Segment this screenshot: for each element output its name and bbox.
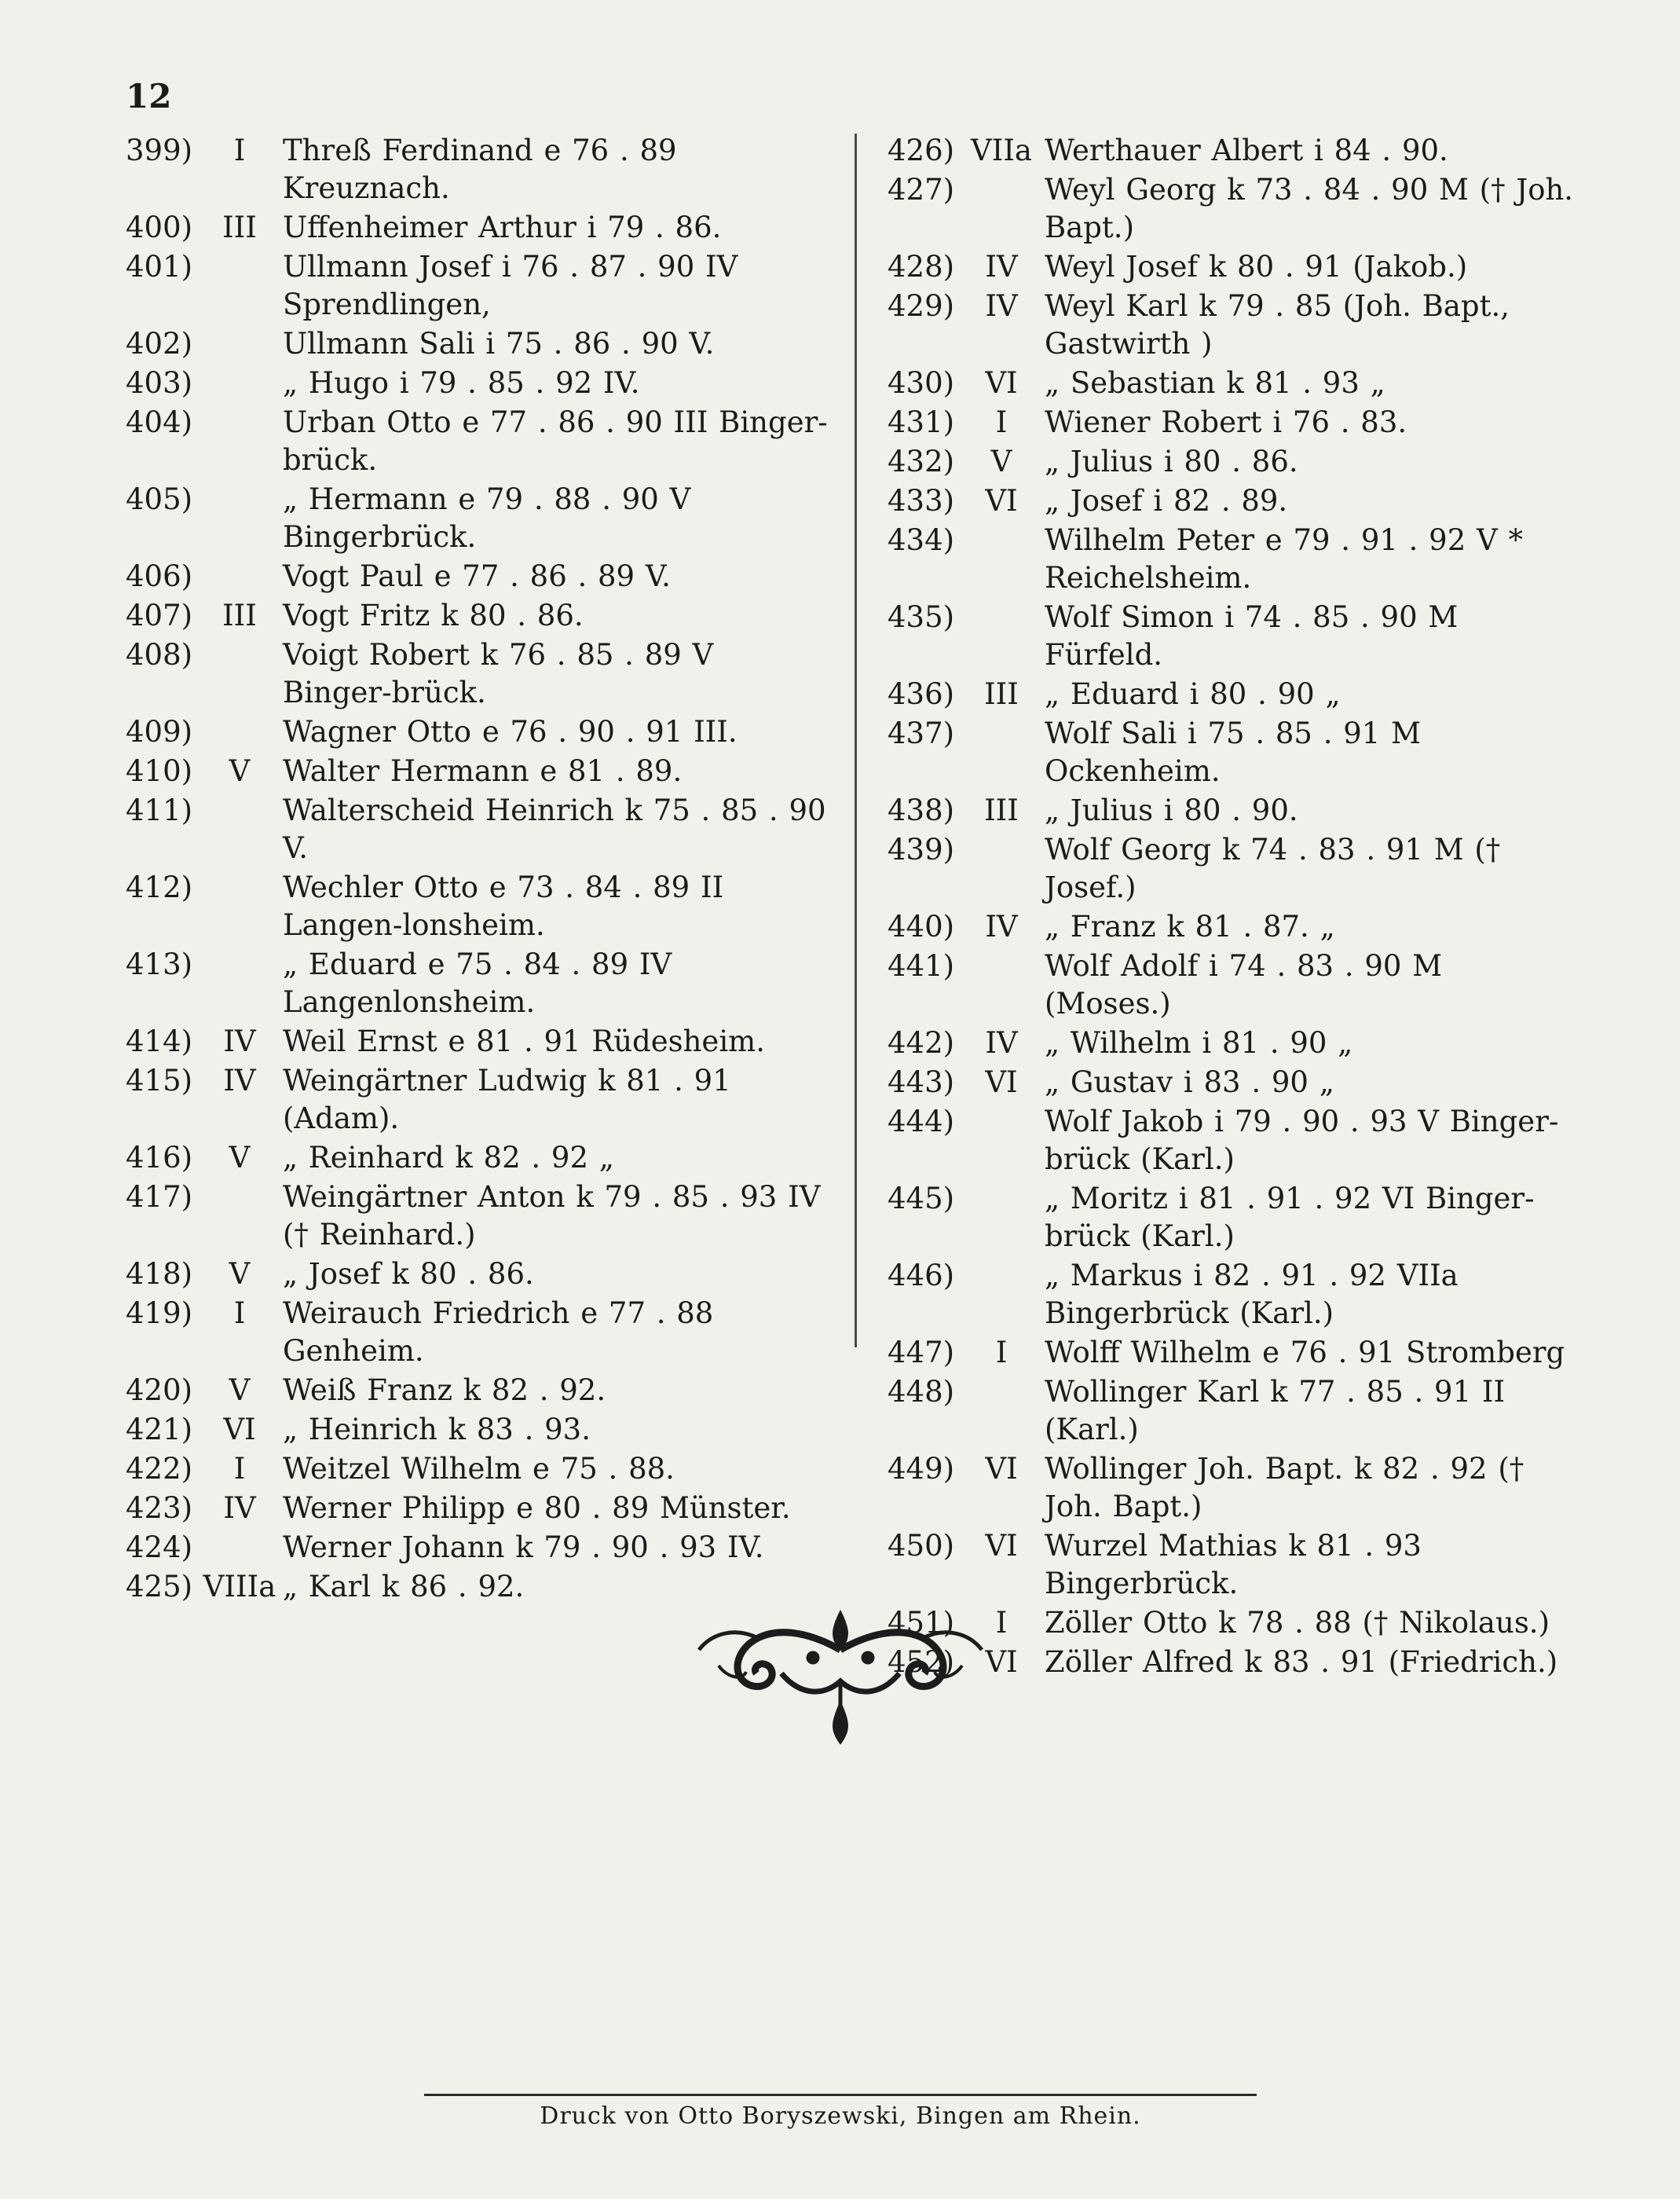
entry-class: VI [985, 484, 1018, 518]
entry-number: 433) [888, 484, 955, 518]
entry-class [196, 869, 283, 944]
list-item [888, 522, 1579, 597]
entry-text: Weyl Josef k 80 . 91 (Jakob.) [1045, 250, 1468, 284]
entry-number: 423) [126, 1491, 193, 1525]
entry-class: VIIa [970, 134, 1032, 167]
list-item [888, 947, 1579, 1023]
entry-class: VI [985, 1065, 1018, 1099]
list-item [126, 713, 833, 751]
list-item [888, 676, 1579, 713]
entry-number: 406) [126, 559, 193, 593]
entry-class: V [229, 754, 251, 788]
list-item [126, 1139, 833, 1177]
entry-number: 449) [888, 1452, 955, 1486]
entry-text: Wilhelm Peter e 79 . 91 . 92 V * Reichelsheim. [1045, 523, 1524, 595]
entry-text: Zöller Alfred k 83 . 91 (Friedrich.) [1045, 1645, 1558, 1679]
list-item [126, 869, 833, 944]
entry-number: 431) [888, 405, 955, 439]
entry-text: Weil Ernst e 81 . 91 Rüdesheim. [283, 1024, 766, 1058]
entry-class: I [233, 134, 246, 167]
entry-number: 418) [126, 1257, 193, 1291]
entry-number: 425) [126, 1570, 193, 1603]
page-number: 12 [126, 77, 172, 115]
list-item [888, 1373, 1579, 1449]
entry-number: 412) [126, 870, 193, 904]
entry-text: Vogt Fritz k 80 . 86. [283, 599, 584, 632]
entry-class: V [229, 1257, 251, 1291]
entry-text: Weirauch Friedrich e 77 . 88 Genheim. [283, 1296, 714, 1368]
entry-class: III [222, 211, 257, 244]
entry-text: „ Reinhard k 82 . 92 „ [283, 1141, 614, 1175]
entry-class [196, 946, 283, 1021]
entry-number: 409) [126, 715, 193, 749]
entry-number: 426) [888, 134, 955, 167]
entry-class: IV [985, 289, 1018, 323]
entry-text: „ Karl k 86 . 92. [283, 1570, 525, 1603]
entry-number: 422) [126, 1452, 193, 1486]
entry-class [958, 522, 1045, 597]
list-item [126, 209, 833, 247]
entry-text: Wollinger Joh. Bapt. k 82 . 92 († Joh. Bapt.) [1045, 1452, 1524, 1523]
list-item [126, 1568, 833, 1606]
entry-number: 419) [126, 1296, 193, 1330]
entry-class [196, 713, 283, 751]
entry-number: 427) [888, 173, 955, 207]
entry-class [196, 1178, 283, 1254]
entry-class: VIIIa [203, 1570, 276, 1603]
entry-number: 447) [888, 1336, 955, 1369]
entry-text: „ Josef i 82 . 89. [1045, 484, 1288, 518]
right-column [888, 132, 1579, 1683]
list-item [126, 597, 833, 635]
entry-class [958, 1103, 1045, 1178]
entry-class: VI [985, 366, 1018, 400]
entry-text: „ Moritz i 81 . 91 . 92 VI Binger-brück (Karl.) [1045, 1182, 1535, 1253]
entry-number: 439) [888, 833, 955, 867]
left-column [126, 132, 833, 1607]
entry-text: Voigt Robert k 76 . 85 . 89 V Binger-brück. [283, 638, 714, 709]
entry-class [196, 365, 283, 402]
entry-number: 401) [126, 250, 193, 284]
list-item [126, 1255, 833, 1293]
list-item [888, 482, 1579, 520]
entry-text: Wolf Jakob i 79 . 90 . 93 V Binger-brück (Karl.) [1045, 1105, 1559, 1176]
entry-class: I [233, 1296, 246, 1330]
list-item [126, 1411, 833, 1449]
entry-number: 446) [888, 1259, 955, 1292]
entry-text: Weitzel Wilhelm e 75 . 88. [283, 1452, 675, 1486]
entry-number: 400) [126, 211, 193, 244]
entry-text: Wolf Sali i 75 . 85 . 91 M Ockenheim. [1045, 717, 1421, 788]
entry-number: 445) [888, 1182, 955, 1215]
list-item [126, 365, 833, 402]
entry-class: IV [985, 250, 1018, 284]
list-item [126, 946, 833, 1021]
list-item [888, 132, 1579, 170]
entry-number: 435) [888, 600, 955, 634]
entry-text: Weyl Karl k 79 . 85 (Joh. Bapt., Gastwirth ) [1045, 289, 1510, 361]
list-item [888, 1450, 1579, 1526]
entry-text: Threß Ferdinand e 76 . 89 Kreuznach. [283, 134, 677, 205]
entry-text: „ Heinrich k 83 . 93. [283, 1413, 591, 1446]
entry-text: Vogt Paul e 77 . 86 . 89 V. [283, 559, 671, 593]
entry-class [196, 325, 283, 363]
list-item [126, 1178, 833, 1254]
list-item [888, 1527, 1579, 1603]
entry-text: Ullmann Sali i 75 . 86 . 90 V. [283, 327, 715, 361]
entry-text: Urban Otto e 77 . 86 . 90 III Binger-brück. [283, 405, 828, 477]
entry-class: V [229, 1373, 251, 1407]
entry-class: IV [223, 1491, 256, 1525]
list-item [126, 1529, 833, 1567]
entry-text: „ Hermann e 79 . 88 . 90 V Bingerbrück. [283, 482, 691, 554]
entry-class: VI [223, 1413, 256, 1446]
entry-text: Werner Johann k 79 . 90 . 93 IV. [283, 1530, 764, 1564]
entry-number: 430) [888, 366, 955, 400]
entry-number: 403) [126, 366, 193, 400]
entry-number: 441) [888, 949, 955, 983]
entry-number: 405) [126, 482, 193, 516]
entry-text: Walterscheid Heinrich k 75 . 85 . 90 V. [283, 793, 826, 865]
entry-text: Weingärtner Ludwig k 81 . 91 (Adam). [283, 1064, 731, 1135]
list-item [888, 404, 1579, 442]
list-item [126, 558, 833, 596]
entry-text: „ Eduard e 75 . 84 . 89 IV Langenlonsheim. [283, 947, 672, 1019]
decorative-ornament-icon [687, 1603, 994, 1748]
entry-number: 414) [126, 1024, 193, 1058]
entry-class [958, 1373, 1045, 1449]
entry-class: I [995, 1606, 1008, 1640]
entry-text: Ullmann Josef i 76 . 87 . 90 IV Sprendlingen, [283, 250, 738, 321]
entry-number: 420) [126, 1373, 193, 1407]
list-item [888, 1257, 1579, 1332]
entry-number: 399) [126, 134, 193, 167]
list-item [888, 715, 1579, 790]
list-item [888, 248, 1579, 286]
entry-class: VI [985, 1452, 1018, 1486]
entry-text: Wagner Otto e 76 . 90 . 91 III. [283, 715, 738, 749]
entry-number: 407) [126, 599, 193, 632]
entry-number: 415) [126, 1064, 193, 1098]
entry-number: 410) [126, 754, 193, 788]
entry-text: Weyl Georg k 73 . 84 . 90 M († Joh. Bapt.) [1045, 173, 1574, 244]
entry-text: Wiener Robert i 76 . 83. [1045, 405, 1407, 439]
entry-text: Wolf Simon i 74 . 85 . 90 M Fürfeld. [1045, 600, 1459, 672]
entry-number: 429) [888, 289, 955, 323]
entry-number: 436) [888, 677, 955, 711]
entry-class: I [233, 1452, 246, 1486]
entry-class: IV [985, 1026, 1018, 1060]
entry-text: „ Julius i 80 . 86. [1045, 445, 1298, 478]
entry-number: 428) [888, 250, 955, 284]
list-item [126, 404, 833, 479]
entry-number: 404) [126, 405, 193, 439]
column-divider [855, 134, 857, 1347]
entry-class [958, 947, 1045, 1023]
entry-class: IV [985, 910, 1018, 944]
list-item [888, 792, 1579, 830]
entry-class [958, 171, 1045, 247]
entry-text: „ Franz k 81 . 87. „ [1045, 910, 1335, 944]
entry-text: Werthauer Albert i 84 . 90. [1045, 134, 1448, 167]
entry-class: V [990, 445, 1012, 478]
entry-text: „ Josef k 80 . 86. [283, 1257, 534, 1291]
list-item [888, 1180, 1579, 1255]
list-item [888, 1334, 1579, 1372]
list-item [888, 1064, 1579, 1101]
list-item [126, 132, 833, 207]
list-item [888, 908, 1579, 946]
entry-text: Zöller Otto k 78 . 88 († Nikolaus.) [1045, 1606, 1550, 1640]
entry-text: Wolf Georg k 74 . 83 . 91 M († Josef.) [1045, 833, 1501, 904]
list-item [888, 443, 1579, 481]
entry-text: Wolf Adolf i 74 . 83 . 90 M (Moses.) [1045, 949, 1443, 1021]
entry-text: „ Sebastian k 81 . 93 „ [1045, 366, 1385, 400]
entry-number: 402) [126, 327, 193, 361]
entry-number: 432) [888, 445, 955, 478]
entry-class [196, 636, 283, 712]
list-item [888, 1103, 1579, 1178]
entry-class [958, 831, 1045, 907]
list-item [126, 1295, 833, 1370]
entry-class: IV [223, 1064, 256, 1098]
entry-number: 437) [888, 717, 955, 750]
entry-class [958, 715, 1045, 790]
entry-class: III [222, 599, 257, 632]
entry-number: 416) [126, 1141, 193, 1175]
entry-class: III [984, 677, 1019, 711]
entry-number: 408) [126, 638, 193, 672]
entry-text: „ Wilhelm i 81 . 90 „ [1045, 1026, 1353, 1060]
list-item [888, 288, 1579, 363]
list-item [888, 599, 1579, 674]
entry-text: Weingärtner Anton k 79 . 85 . 93 IV († Reinhard.) [283, 1180, 821, 1252]
entry-class [958, 599, 1045, 674]
entry-class: IV [223, 1024, 256, 1058]
entry-class [196, 1529, 283, 1567]
entry-number: 443) [888, 1065, 955, 1099]
list-item [888, 1024, 1579, 1062]
entry-class: III [984, 793, 1019, 827]
entry-number: 452) [888, 1645, 955, 1679]
entry-class: I [995, 405, 1008, 439]
entry-number: 434) [888, 523, 955, 557]
entry-text: Weiß Franz k 82 . 92. [283, 1373, 606, 1407]
entry-class [196, 481, 283, 556]
entry-class [196, 404, 283, 479]
entry-text: „ Eduard i 80 . 90 „ [1045, 677, 1341, 711]
entry-class [958, 1180, 1045, 1255]
entry-number: 444) [888, 1105, 955, 1138]
entry-text: Uffenheimer Arthur i 79 . 86. [283, 211, 722, 244]
entry-number: 411) [126, 793, 193, 827]
entry-text: Wurzel Mathias k 81 . 93 Bingerbrück. [1045, 1529, 1422, 1600]
entry-text: Walter Hermann e 81 . 89. [283, 754, 683, 788]
entry-number: 450) [888, 1529, 955, 1563]
entry-number: 442) [888, 1026, 955, 1060]
entry-class [196, 792, 283, 867]
list-item [126, 1372, 833, 1409]
printer-imprint: Druck von Otto Boryszewski, Bingen am Rhein. [540, 2102, 1141, 2130]
entry-text: Werner Philipp e 80 . 89 Münster. [283, 1491, 791, 1525]
entry-text: Wolff Wilhelm e 76 . 91 Stromberg [1045, 1336, 1565, 1369]
list-item [888, 365, 1579, 402]
entry-number: 438) [888, 793, 955, 827]
list-item [126, 753, 833, 790]
entry-class [196, 248, 283, 324]
entry-number: 451) [888, 1606, 955, 1640]
entry-number: 417) [126, 1180, 193, 1214]
entry-text: Wollinger Karl k 77 . 85 . 91 II (Karl.) [1045, 1375, 1506, 1446]
list-item [126, 1062, 833, 1138]
list-item [126, 325, 833, 363]
list-item [126, 248, 833, 324]
entry-text: „ Gustav i 83 . 90 „ [1045, 1065, 1334, 1099]
entry-number: 424) [126, 1530, 193, 1564]
list-item [126, 481, 833, 556]
entry-number: 440) [888, 910, 955, 944]
list-item [126, 636, 833, 712]
entry-class [196, 558, 283, 596]
entry-text: „ Markus i 82 . 91 . 92 VIIa Bingerbrück (Karl.) [1045, 1259, 1459, 1330]
entry-number: 448) [888, 1375, 955, 1409]
list-item [888, 171, 1579, 247]
entry-text: Wechler Otto e 73 . 84 . 89 II Langen-lonsheim. [283, 870, 724, 942]
list-item [888, 831, 1579, 907]
list-item [126, 1450, 833, 1488]
entry-text: „ Hugo i 79 . 85 . 92 IV. [283, 366, 640, 400]
entry-class: I [995, 1336, 1008, 1369]
entry-class: V [229, 1141, 251, 1175]
entry-number: 421) [126, 1413, 193, 1446]
list-item [126, 792, 833, 867]
list-item [126, 1023, 833, 1061]
entry-number: 413) [126, 947, 193, 981]
entry-class: VI [985, 1529, 1018, 1563]
entry-class: VI [985, 1645, 1018, 1679]
entry-text: „ Julius i 80 . 90. [1045, 793, 1298, 827]
list-item [126, 1490, 833, 1527]
footer-rule [424, 2094, 1257, 2096]
entry-class [958, 1257, 1045, 1332]
